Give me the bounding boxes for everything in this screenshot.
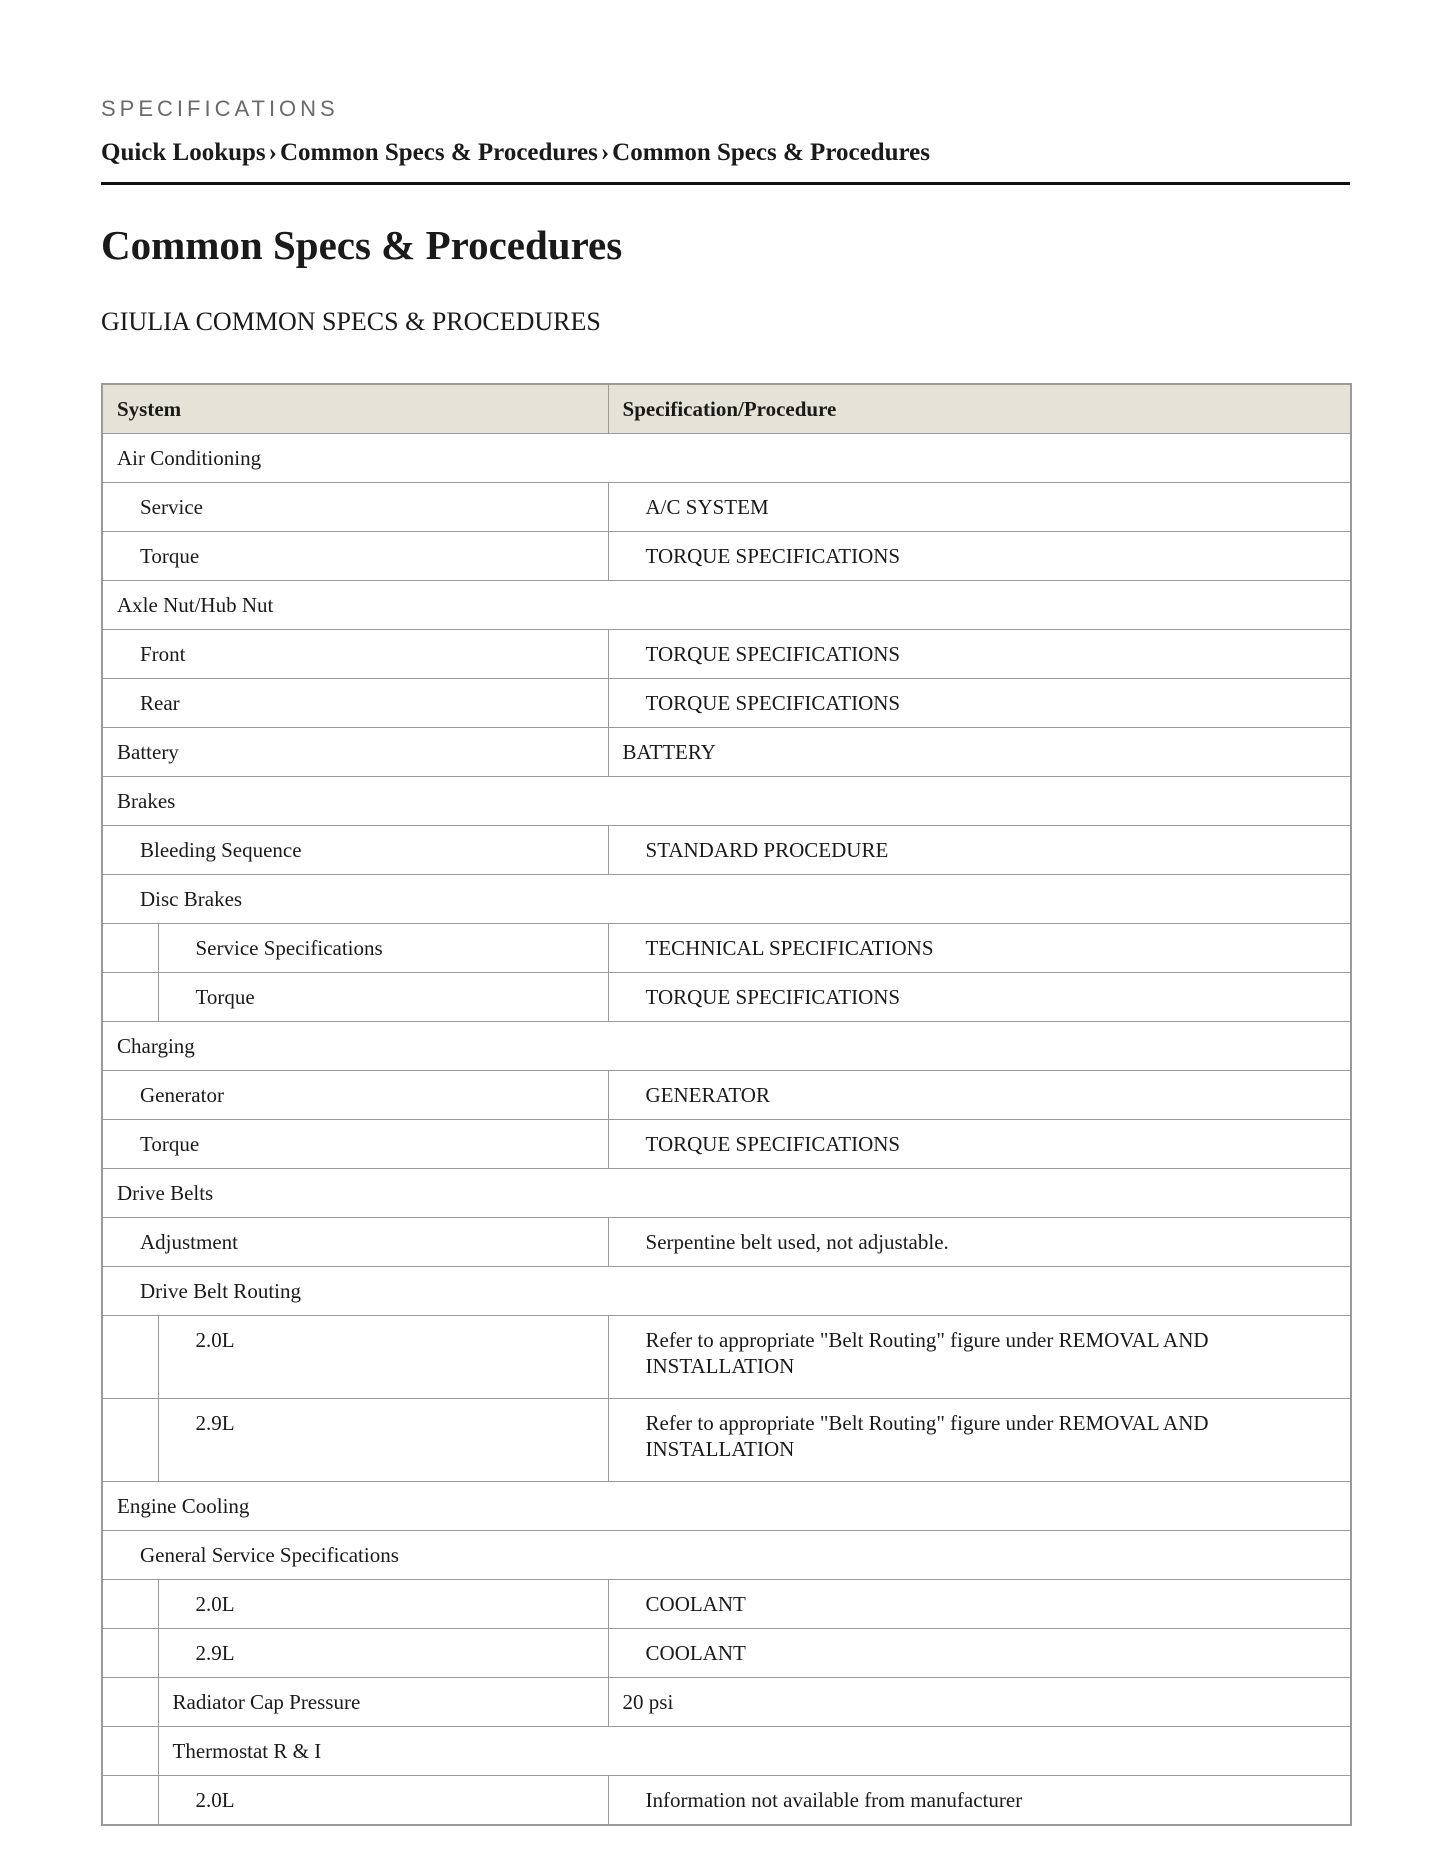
- row-system: Front: [102, 630, 608, 679]
- indent-gutter: [102, 1629, 158, 1678]
- row-system: 2.9L: [158, 1629, 608, 1678]
- row-system: Generator: [102, 1071, 608, 1120]
- page-subtitle: GIULIA COMMON SPECS & PROCEDURES: [101, 307, 601, 336]
- row-system: Torque: [102, 1120, 608, 1169]
- row-system: 2.0L: [158, 1776, 608, 1826]
- table-row: [102, 1316, 1351, 1399]
- table-header-row: [102, 384, 1351, 434]
- row-spec-link[interactable]: COOLANT: [608, 1580, 1351, 1629]
- row-spec-link[interactable]: A/C SYSTEM: [608, 483, 1351, 532]
- row-system: Axle Nut/Hub Nut: [102, 581, 1351, 630]
- row-system: Adjustment: [102, 1218, 608, 1267]
- breadcrumb-item-current: Common Specs & Procedures: [612, 139, 930, 166]
- row-system: 2.0L: [158, 1580, 608, 1629]
- row-system: General Service Specifications: [102, 1531, 1351, 1580]
- row-spec: Serpentine belt used, not adjustable.: [608, 1218, 1351, 1267]
- row-system: Battery: [102, 728, 608, 777]
- column-header-spec: Specification/Procedure: [608, 384, 1351, 434]
- breadcrumb-item-common-specs[interactable]: Common Specs & Procedures: [280, 139, 598, 166]
- table-row: [102, 1071, 1351, 1120]
- indent-gutter: [102, 1776, 158, 1826]
- row-system: Drive Belts: [102, 1169, 1351, 1218]
- table-row-group: [102, 1169, 1351, 1218]
- table-row: [102, 1580, 1351, 1629]
- row-spec-link[interactable]: TORQUE SPECIFICATIONS: [608, 630, 1351, 679]
- table-row: [102, 1399, 1351, 1482]
- row-system: Thermostat R & I: [158, 1727, 1351, 1776]
- table-row-group: [102, 434, 1351, 483]
- breadcrumb-separator: ›: [600, 139, 610, 166]
- table-row-group: [102, 777, 1351, 826]
- table-row: [102, 826, 1351, 875]
- table-row-group: [102, 875, 1351, 924]
- row-system: Disc Brakes: [102, 875, 1351, 924]
- table-row: [102, 1120, 1351, 1169]
- table-row-group: [102, 1267, 1351, 1316]
- table-row-group: [102, 1531, 1351, 1580]
- document-page: [101, 0, 1350, 1826]
- row-spec-link[interactable]: STANDARD PROCEDURE: [608, 826, 1351, 875]
- table-row: [102, 630, 1351, 679]
- row-system: 2.0L: [158, 1316, 608, 1399]
- row-system: Drive Belt Routing: [102, 1267, 1351, 1316]
- row-system: Brakes: [102, 777, 1351, 826]
- column-header-system: System: [102, 384, 608, 434]
- breadcrumb-item-quick-lookups[interactable]: Quick Lookups: [101, 139, 266, 166]
- header-divider: [101, 182, 1350, 185]
- row-spec: Refer to appropriate "Belt Routing" figure under REMOVAL AND INSTALLATION: [608, 1316, 1351, 1399]
- row-system: Charging: [102, 1022, 1351, 1071]
- indent-gutter: [102, 1727, 158, 1776]
- row-system: Air Conditioning: [102, 434, 1351, 483]
- indent-gutter: [102, 973, 158, 1022]
- row-spec-link[interactable]: TECHNICAL SPECIFICATIONS: [608, 924, 1351, 973]
- row-spec-link[interactable]: COOLANT: [608, 1629, 1351, 1678]
- row-system: Service Specifications: [158, 924, 608, 973]
- row-system: Torque: [102, 532, 608, 581]
- table-row: [102, 1218, 1351, 1267]
- indent-gutter: [102, 1399, 158, 1482]
- page-title: Common Specs & Procedures: [101, 222, 623, 268]
- indent-gutter: [102, 1580, 158, 1629]
- row-spec-link[interactable]: BATTERY: [608, 728, 1351, 777]
- row-system: Bleeding Sequence: [102, 826, 608, 875]
- indent-gutter: [102, 924, 158, 973]
- table-row: [102, 679, 1351, 728]
- table-row: [102, 1629, 1351, 1678]
- table-row: [102, 532, 1351, 581]
- table-row: [102, 1776, 1351, 1826]
- indent-gutter: [102, 1678, 158, 1727]
- table-row-group: [102, 581, 1351, 630]
- section-kicker: SPECIFICATIONS: [101, 96, 339, 121]
- specs-table: [101, 383, 1352, 1826]
- row-system: Rear: [102, 679, 608, 728]
- breadcrumb: [101, 138, 1350, 168]
- table-row-group: [102, 1482, 1351, 1531]
- row-system: Service: [102, 483, 608, 532]
- row-spec-link[interactable]: TORQUE SPECIFICATIONS: [608, 532, 1351, 581]
- table-row: [102, 728, 1351, 777]
- table-row: [102, 924, 1351, 973]
- row-spec-link[interactable]: GENERATOR: [608, 1071, 1351, 1120]
- row-spec: Information not available from manufacturer: [608, 1776, 1351, 1826]
- breadcrumb-separator: ›: [268, 139, 277, 166]
- row-spec: 20 psi: [608, 1678, 1351, 1727]
- row-spec-link[interactable]: TORQUE SPECIFICATIONS: [608, 973, 1351, 1022]
- row-system: Torque: [158, 973, 608, 1022]
- row-system: 2.9L: [158, 1399, 608, 1482]
- row-system: Engine Cooling: [102, 1482, 1351, 1531]
- table-row-group: [102, 1022, 1351, 1071]
- table-row-group: [102, 1727, 1351, 1776]
- table-row: [102, 483, 1351, 532]
- row-spec-link[interactable]: TORQUE SPECIFICATIONS: [608, 1120, 1351, 1169]
- table-row: [102, 973, 1351, 1022]
- row-spec: Refer to appropriate "Belt Routing" figure under REMOVAL AND INSTALLATION: [608, 1399, 1351, 1482]
- table-row: [102, 1678, 1351, 1727]
- row-system: Radiator Cap Pressure: [158, 1678, 608, 1727]
- indent-gutter: [102, 1316, 158, 1399]
- row-spec-link[interactable]: TORQUE SPECIFICATIONS: [608, 679, 1351, 728]
